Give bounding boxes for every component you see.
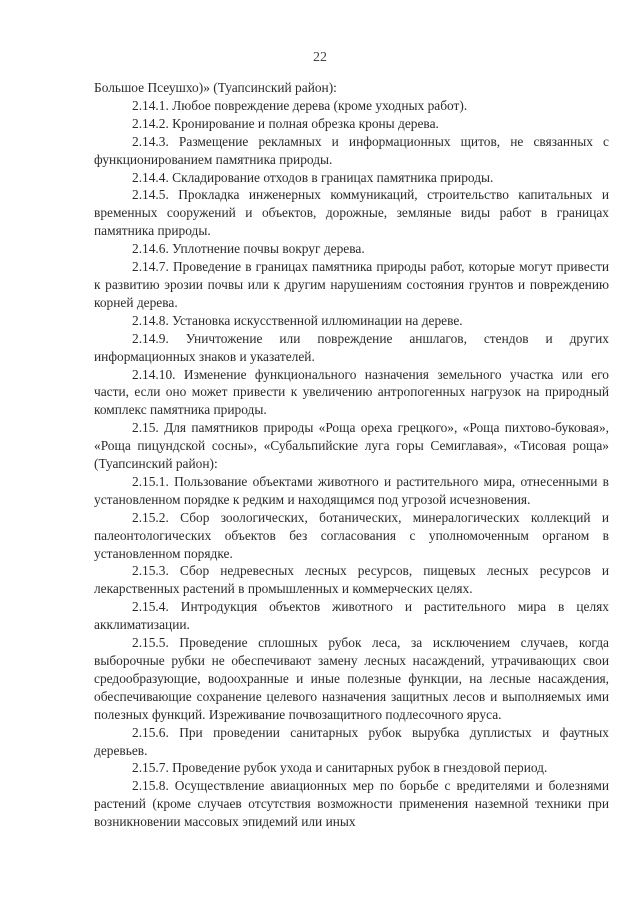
document-paragraph: 2.14.3. Размещение рекламных и информационных щитов, не связанных с функционированием памятника природы. <box>94 133 609 167</box>
document-paragraph: 2.14.7. Проведение в границах памятника природы работ, которые могут привести к развитию эрозии почвы или к другим нарушениям состояния грунтов и повреждению корней дерева. <box>94 259 609 310</box>
page-number: 22 <box>313 50 327 65</box>
document-paragraph: 2.14.4. Складирование отходов в границах памятника природы. <box>132 169 494 185</box>
document-paragraph: 2.15.2. Сбор зоологических, ботанических, минералогических коллекций и палеонтологических объектов без согласования с уполномоченным органом в установленном порядке. <box>94 509 609 561</box>
document-paragraph: 2.15.6. При проведении санитарных рубок вырубка дуплистых и фаутных деревьев. <box>94 724 609 758</box>
document-paragraph: 2.14.10. Изменение функционального назначения земельного участка или его части, если оно может привести к увеличению антропогенных нагрузок на природный комплекс памятника природы. <box>94 366 609 418</box>
document-paragraph: Большое Псеушхо)» (Туапсинский район): <box>94 80 337 95</box>
document-paragraph: 2.14.1. Любое повреждение дерева (кроме уходных работ). <box>132 97 468 113</box>
document-paragraph: 2.14.6. Уплотнение почвы вокруг дерева. <box>132 241 365 257</box>
document-paragraph: 2.14.9. Уничтожение или повреждение аншлагов, стендов и других информационных знаков и указателей. <box>94 330 609 364</box>
document-paragraph: 2.14.8. Установка искусственной иллюминации на дереве. <box>132 312 463 328</box>
document-paragraph: 2.15.8. Осуществление авиационных мер по борьбе с вредителями и болезнями растений (кроме случаев отсутствия возможности применения наземной техники при возникновении массовых эпидемий или иных <box>94 778 609 830</box>
document-paragraph: 2.15.7. Проведение рубок ухода и санитарных рубок в гнездовой период. <box>132 760 548 776</box>
document-paragraph: 2.15.1. Пользование объектами животного и растительного мира, отнесенными в установленном порядке к редким и находящимся под угрозой исчезновения. <box>94 473 609 507</box>
document-paragraph: 2.15.3. Сбор недревесных лесных ресурсов, пищевых лесных ресурсов и лекарственных растений в промышленных и коммерческих целях. <box>94 563 609 597</box>
document-paragraph: 2.15. Для памятников природы «Роща ореха грецкого», «Роща пихтово-буковая», «Роща пицундской сосны», «Субальпийские луга горы Семиглавая», «Тисовая роща» (Туапсинский район): <box>94 420 609 472</box>
document-body <box>94 79 609 831</box>
document-paragraph: 2.15.5. Проведение сплошных рубок леса, за исключением случаев, когда выборочные рубки не обеспечивают замену лесных насаждений, утрачивающих свои средообразующие, водоохранные и иные полезные функции, на лесные насаждения, обеспечивающие сохранение целевого назначения защитных лесов и выполняемых ими полезных функций. Изреживание почвозащитного подлесочного яруса. <box>94 635 609 722</box>
document-paragraph: 2.14.2. Кронирование и полная обрезка кроны дерева. <box>132 115 439 131</box>
document-paragraph: 2.15.4. Интродукция объектов животного и растительного мира в целях акклиматизации. <box>94 599 609 633</box>
document-paragraph: 2.14.5. Прокладка инженерных коммуникаций, строительство капитальных и временных сооружений и объектов, дорожные, земляные виды работ в границах памятника природы. <box>94 187 609 239</box>
